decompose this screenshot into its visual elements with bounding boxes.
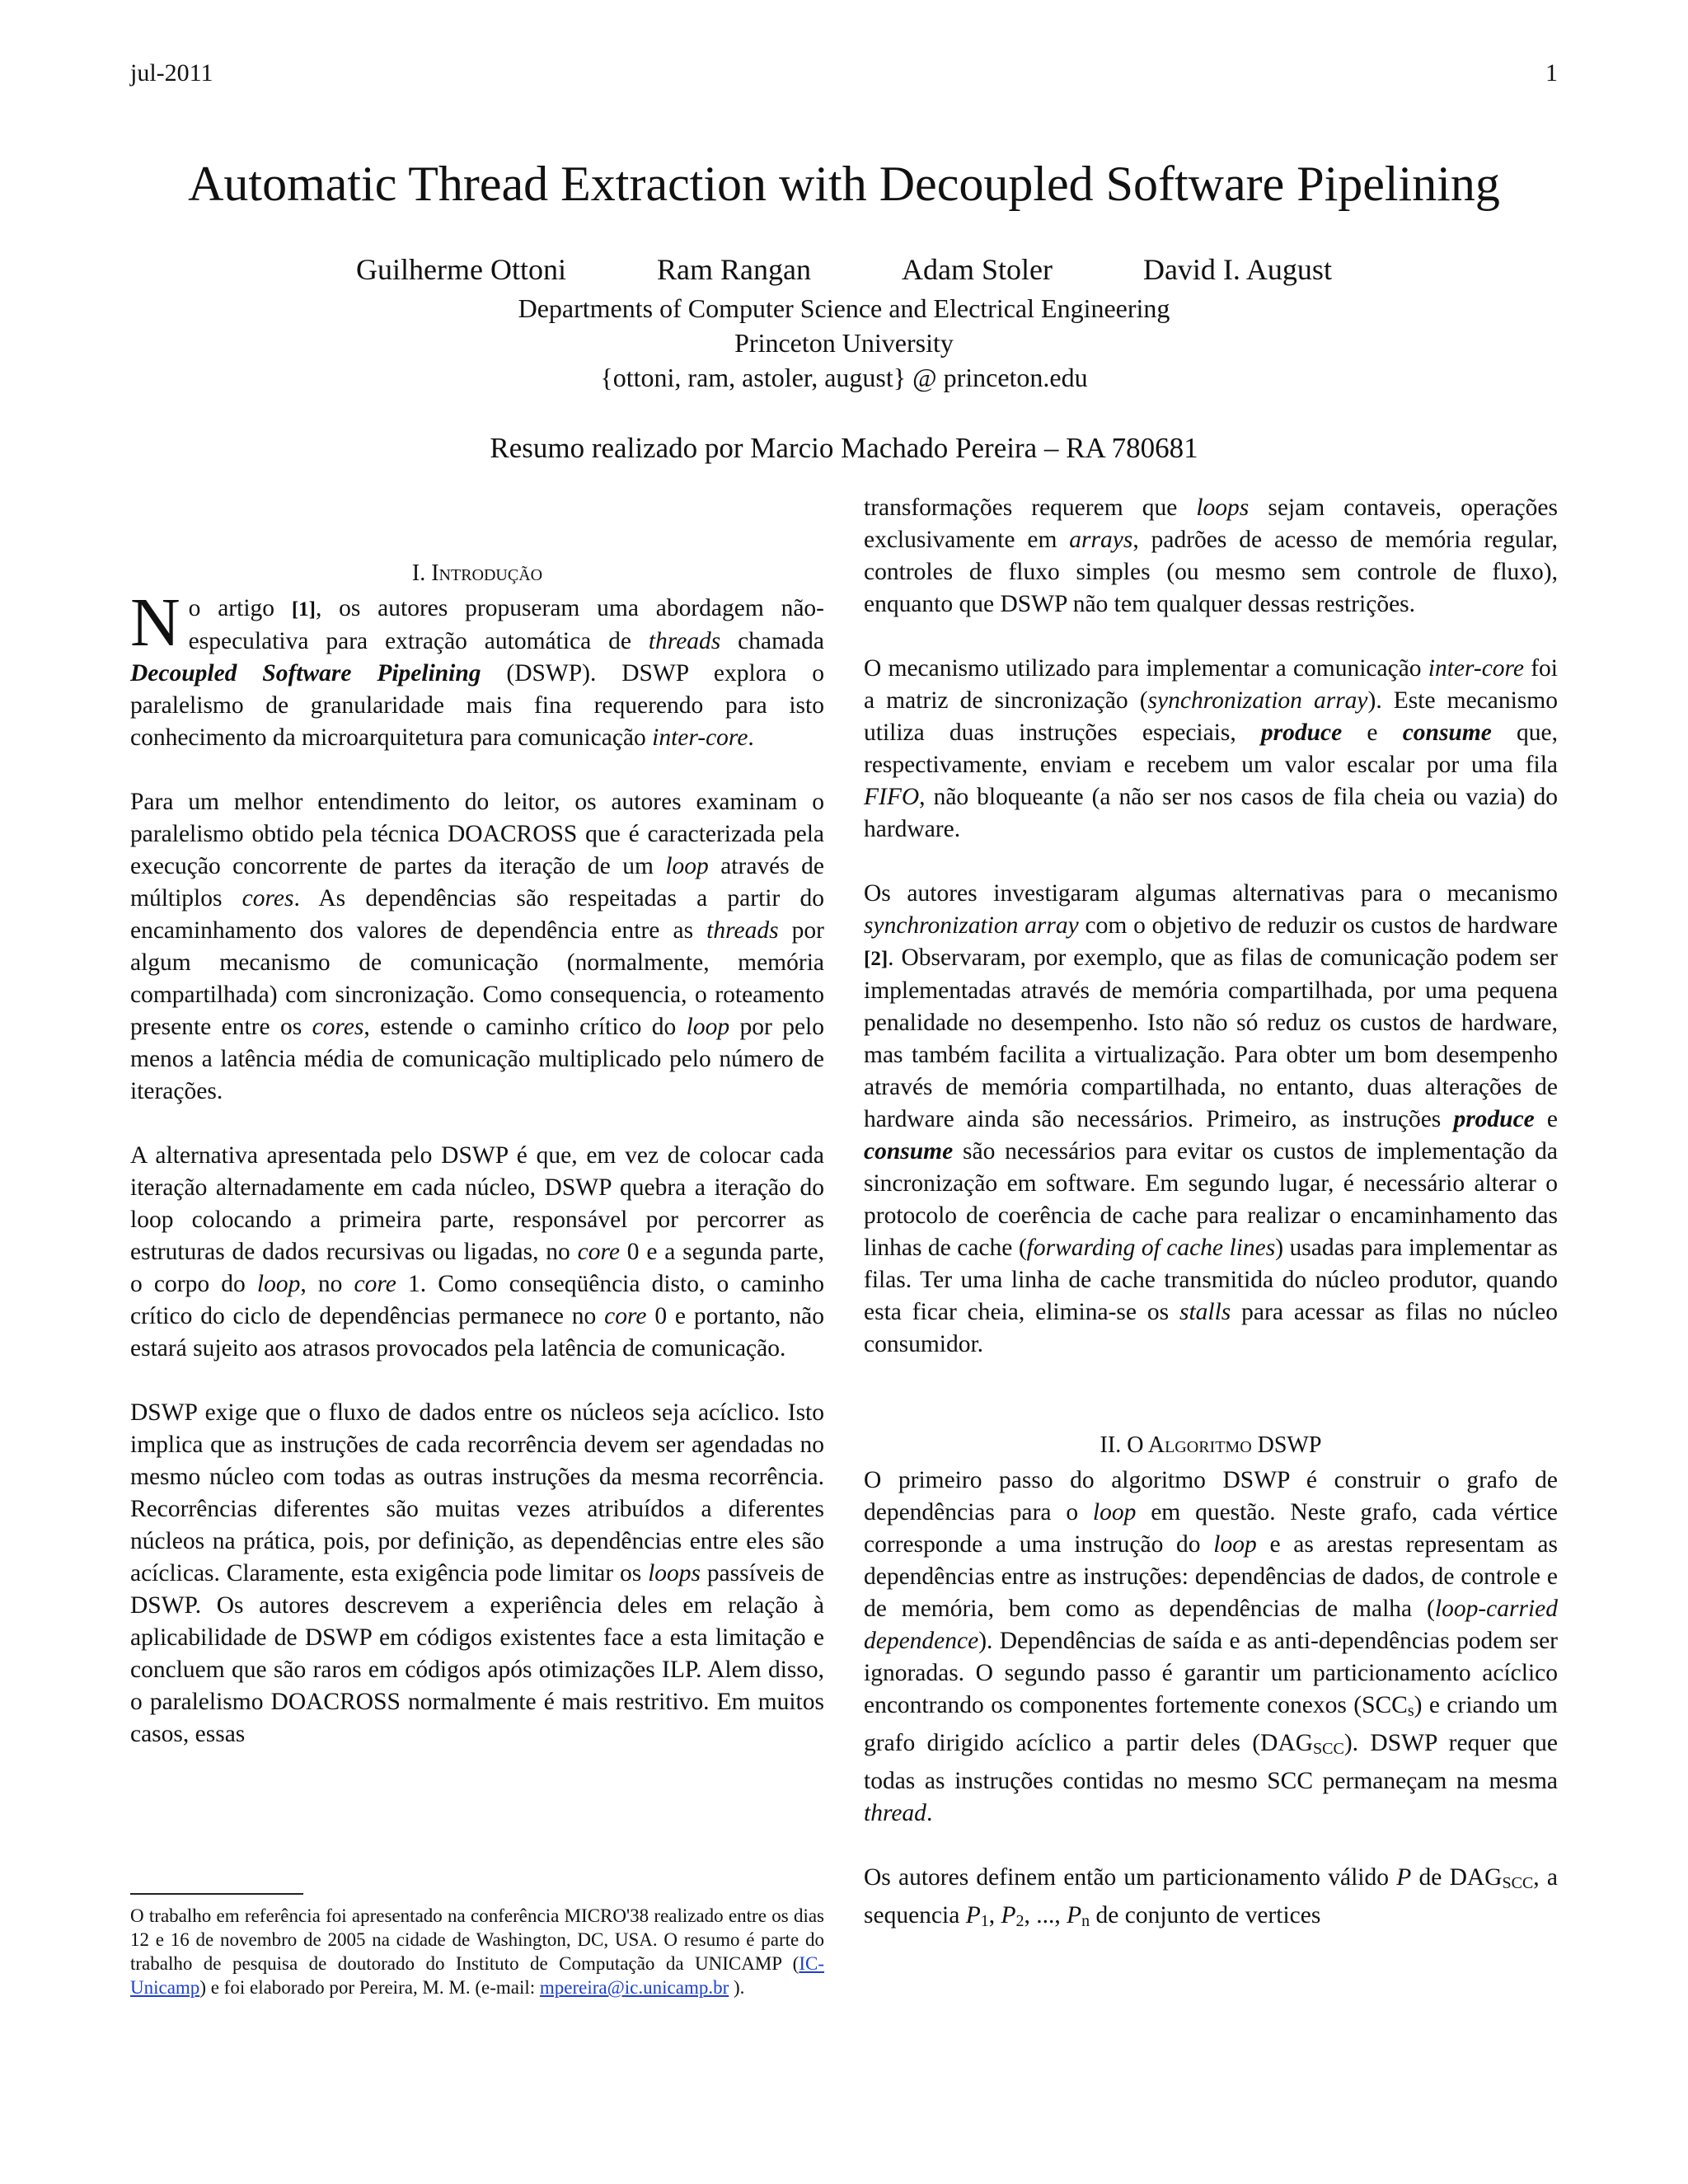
author-name: Ram Rangan [657, 253, 811, 286]
right-column [864, 492, 1558, 1970]
section-heading-introduction: I. Introdução [411, 560, 543, 586]
page-number: 1 [1545, 59, 1558, 87]
footnote-divider [130, 1893, 303, 1895]
header-date: jul-2011 [130, 59, 213, 87]
summary-author-line: Resumo realizado por Marcio Machado Pereira – RA 780681 [490, 432, 1198, 464]
affiliation-emails: {ottoni, ram, astoler, august} @ princeton.edu [600, 363, 1088, 392]
author-name: David I. August [1142, 253, 1332, 286]
author-name: Adam Stoler [901, 253, 1053, 286]
footnote: O trabalho em referência foi apresentado na conferência MICRO'38 realizado entre os dias 12 e 16 de novembro de 2005 na cidade de Washington, DC, USA. O resumo é parte do trabalho de pesquisa de doutorado do Instituto de Computação da UNICAMP (IC-Unicamp) e foi elaborado por Pereira, M. M. (e-mail: mpereira@ic.unicamp.br ). [130, 1905, 824, 1998]
drop-cap: N [130, 584, 181, 661]
paragraph: No artigo [1], os autores propuseram uma abordagem não-especulativa para extração automática de threads chamada Decoupled Software Pipelining (DSWP). DSWP explora o paralelismo de granularidade mais fina requerendo para isto conhecimento da microarquitetura para comunicação inter-core. [130, 584, 825, 751]
ic-unicamp-link[interactable]: IC-Unicamp [130, 1953, 824, 1998]
left-column [130, 557, 824, 1783]
author-list [0, 252, 1688, 287]
affiliation-department: Departments of Computer Science and Electrical Engineering [518, 293, 1170, 323]
citation: [2] [864, 948, 889, 970]
email-link[interactable]: mpereira@ic.unicamp.br [539, 1977, 729, 1998]
paragraph: transformações requerem que loops sejam contaveis, operações exclusivamente em arrays, padrões de acesso de memória regular, controles de fluxo simples (ou mesmo sem controle de fluxo), enquanto que DSWP não tem qualquer dessas restrições. [864, 494, 1558, 617]
paper-title: Automatic Thread Extraction with Decoupled Software Pipelining [188, 157, 1500, 211]
paragraph: Para um melhor entendimento do leitor, os autores examinam o paralelismo obtido pela técnica DOACROSS que é caracterizada pela execução concorrente de partes da iteração de um loop através de múltiplos cores. As dependências são respeitadas a partir do encaminhamento dos valores de dependência entre as threads por algum mecanismo de comunicação (normalmente, memória compartilhada) com sincronização. Como consequencia, o roteamento presente entre os cores, estende o caminho crítico do loop por pelo menos a latência média de comunicação multiplicado pelo número de iterações. [130, 789, 824, 1104]
paragraph: Os autores definem então um particionamento válido P de $DAG_{SCC}$, a sequencia $P_1$, $P_2$, ..., $P_n$ de conjunto de vertices [864, 1864, 1558, 1930]
paragraph: Os autores investigaram algumas alternativas para o mecanismo synchronization array com o objetivo de reduzir os custos de hardware [2]. Observaram, por exemplo, que as filas de comunicação podem ser implementadas através de memória compartilhada, por uma pequena penalidade no desempenho. Isto não só reduz os custos de hardware, mas também facilita a virtualização. Para obter um bom desempenho através de memória compartilhada, no entanto, duas alterações de hardware ainda são necessários. Primeiro, as instruções produce e consume são necessários para evitar os custos de implementação da sincronização em software. Em segundo lugar, é necessário alterar o protocolo de coerência de cache para realizar o encaminhamento das linhas de cache (forwarding of cache lines) usadas para implementar as filas. Ter uma linha de cache transmitida do núcleo produtor, quando esta ficar cheia, elimina-se os stalls para acessar as filas no núcleo consumidor. [864, 880, 1558, 1357]
section-heading-algorithm: II. O Algoritmo DSWP [1100, 1432, 1322, 1458]
paragraph: O mecanismo utilizado para implementar a comunicação inter-core foi a matriz de sincronização (synchronization array). Este mecanismo utiliza duas instruções especiais, produce e consume que, respectivamente, enviam e recebem um valor escalar por uma fila FIFO, não bloqueante (a não ser nos casos de fila cheia ou vazia) do hardware. [864, 655, 1559, 842]
paragraph: DSWP exige que o fluxo de dados entre os núcleos seja acíclico. Isto implica que as instruções de cada recorrência devem ser agendadas no mesmo núcleo com todas as outras instruções da mesma recorrência. Recorrências diferentes são muitas vezes atribuídos a diferentes núcleos na prática, pois, por definição, as dependências entre eles são acíclicas. Claramente, esta exigência pode limitar os loops passíveis de DSWP. Os autores descrevem a experiência deles em relação à aplicabilidade de DSWP em códigos existentes face a esta limitação e concluem que são raros em códigos após otimizações ILP. Alem disso, o paralelismo DOACROSS normalmente é mais restritivo. Em muitos casos, essas [130, 1399, 824, 1747]
author-name: Guilherme Ottoni [356, 253, 566, 286]
citation: [1] [291, 598, 316, 621]
paragraph: O primeiro passo do algoritmo DSWP é construir o grafo de dependências para o loop em questão. Neste grafo, cada vértice corresponde a uma instrução do loop e as arestas representam as dependências entre as instruções: dependências de dados, de controle e de memória, bem como as dependências de malha (loop-carried dependence). Dependências de saída e as anti-dependências podem ser ignoradas. O segundo passo é garantir um particionamento acíclico encontrando os componentes fortemente conexos $(SCC_s)$ e criando um grafo dirigido acíclico a partir deles $(DAG_{SCC})$. DSWP requer que todas as instruções contidas no mesmo SCC permaneçam na mesma thread. [864, 1467, 1558, 1826]
paragraph: A alternativa apresentada pelo DSWP é que, em vez de colocar cada iteração alternadamente em cada núcleo, DSWP quebra a iteração do loop colocando a primeira parte, responsável por percorrer as estruturas de dados recursivas ou ligadas, no core 0 e a segunda parte, o corpo do loop, no core 1. Como conseqüência disto, o caminho crítico do ciclo de dependências permanece no core 0 e portanto, não estará sujeito aos atrasos provocados pela latência de comunicação. [130, 1142, 825, 1361]
affiliation-university: Princeton University [734, 328, 954, 358]
